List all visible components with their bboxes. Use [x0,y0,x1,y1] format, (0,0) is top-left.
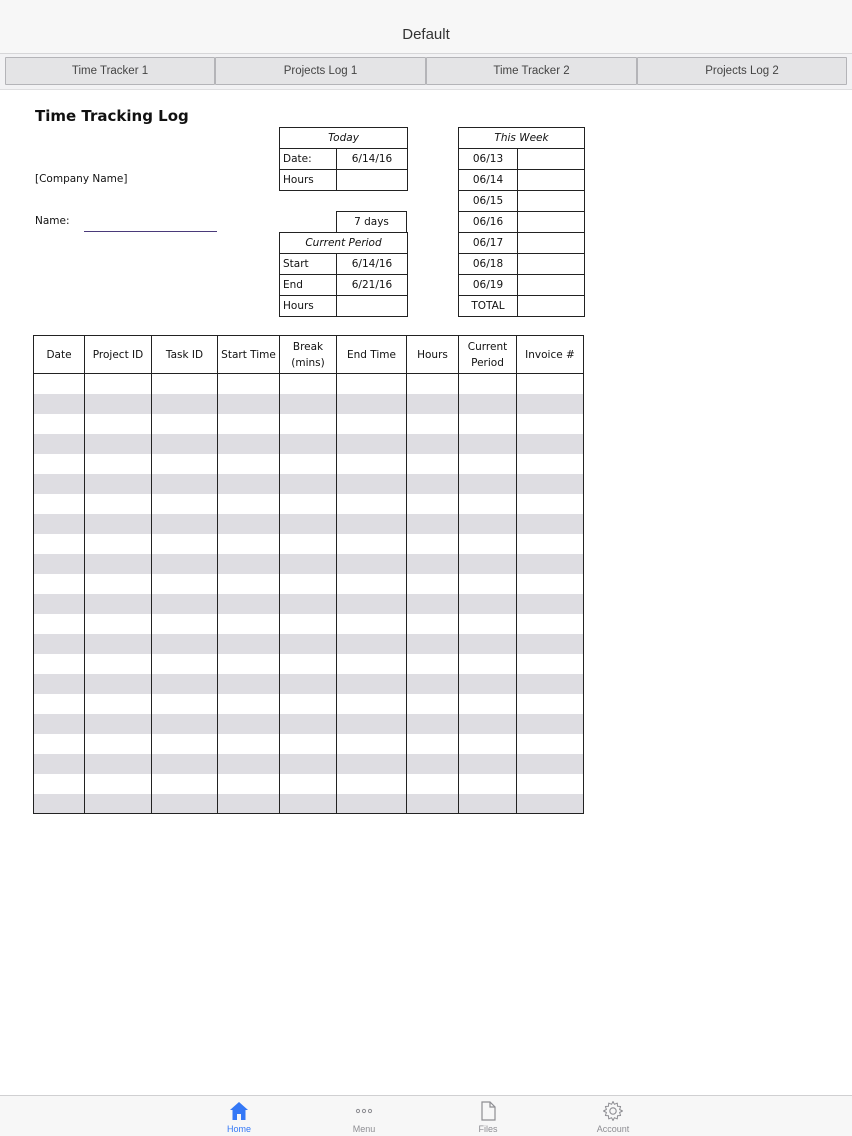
table-cell[interactable] [218,554,280,574]
table-cell[interactable] [280,374,337,394]
table-cell[interactable] [85,654,152,674]
table-cell[interactable] [85,454,152,474]
table-cell[interactable] [85,734,152,754]
table-cell[interactable] [337,594,407,614]
table-cell[interactable] [218,734,280,754]
column-header-task-id: Task ID [152,336,218,374]
today-date-label: Date: [280,149,337,170]
table-cell[interactable] [85,494,152,514]
table-row [34,634,584,654]
this-week-table [458,127,585,317]
gear-icon [602,1099,624,1123]
table-cell[interactable] [152,714,218,734]
table-row [34,734,584,754]
tab-time-tracker-2[interactable]: Time Tracker 2 [426,57,637,85]
table-cell[interactable] [407,434,459,454]
table-cell[interactable] [280,414,337,434]
table-cell[interactable] [34,394,85,414]
column-header-start-time: Start Time [218,336,280,374]
table-cell[interactable] [34,714,85,734]
table-cell[interactable] [218,654,280,674]
table-row [34,554,584,574]
table-cell[interactable] [34,654,85,674]
table-cell[interactable] [85,394,152,414]
table-cell[interactable] [34,774,85,794]
table-cell[interactable] [459,694,517,714]
table-row [34,714,584,734]
today-hours-label: Hours [280,170,337,191]
table-cell[interactable] [280,794,337,814]
table-cell[interactable] [85,754,152,774]
table-cell[interactable] [407,694,459,714]
column-header-end-time: End Time [337,336,407,374]
table-cell[interactable] [517,454,584,474]
table-cell[interactable] [407,414,459,434]
table-cell[interactable] [407,754,459,774]
table-cell[interactable] [280,654,337,674]
log-body [34,374,584,814]
table-cell[interactable] [152,394,218,414]
table-cell[interactable] [34,734,85,754]
week-day-hours[interactable] [518,212,585,233]
sheet-title: Time Tracking Log [35,107,189,125]
week-day-hours[interactable] [518,233,585,254]
table-cell[interactable] [407,514,459,534]
table-cell[interactable] [459,714,517,734]
table-cell[interactable] [337,734,407,754]
table-cell[interactable] [337,774,407,794]
table-cell[interactable] [152,614,218,634]
table-cell[interactable] [34,614,85,634]
table-cell[interactable] [152,754,218,774]
table-cell[interactable] [407,774,459,794]
table-row [34,474,584,494]
document-title: Default [402,26,450,43]
table-cell[interactable] [85,634,152,654]
table-cell[interactable] [517,634,584,654]
table-cell[interactable] [459,794,517,814]
table-row [34,534,584,554]
table-cell[interactable] [218,434,280,454]
period-end-value[interactable]: 6/21/16 [337,275,408,296]
table-cell[interactable] [337,714,407,734]
table-cell[interactable] [517,394,584,414]
table-cell[interactable] [459,374,517,394]
table-cell[interactable] [218,574,280,594]
table-cell[interactable] [218,774,280,794]
table-cell[interactable] [407,554,459,574]
table-cell[interactable] [459,454,517,474]
table-cell[interactable] [218,794,280,814]
table-cell[interactable] [459,774,517,794]
table-cell[interactable] [517,374,584,394]
table-cell[interactable] [280,734,337,754]
table-cell[interactable] [517,574,584,594]
week-day-hours[interactable] [518,149,585,170]
table-cell[interactable] [337,394,407,414]
column-header-project-id: Project ID [85,336,152,374]
table-cell[interactable] [85,514,152,534]
table-cell[interactable] [459,474,517,494]
navigation-bar [0,0,852,54]
table-cell[interactable] [407,394,459,414]
table-cell[interactable] [407,714,459,734]
table-cell[interactable] [34,374,85,394]
today-table [279,127,408,191]
table-cell[interactable] [152,554,218,574]
table-cell[interactable] [218,374,280,394]
week-total-label: TOTAL [459,296,518,317]
table-cell[interactable] [337,614,407,634]
week-day-hours[interactable] [518,170,585,191]
table-cell[interactable] [517,554,584,574]
table-cell[interactable] [337,514,407,534]
column-header-current-period: Current Period [459,336,517,374]
week-total-value[interactable] [518,296,585,317]
document-icon [477,1099,499,1123]
table-cell[interactable] [407,494,459,514]
table-cell[interactable] [218,534,280,554]
table-cell[interactable] [280,614,337,634]
table-cell[interactable] [218,714,280,734]
table-cell[interactable] [517,694,584,714]
week-day-label: 06/14 [459,170,518,191]
table-cell[interactable] [459,654,517,674]
table-cell[interactable] [85,534,152,554]
table-cell[interactable] [34,554,85,574]
table-cell[interactable] [218,394,280,414]
table-cell[interactable] [152,494,218,514]
table-cell[interactable] [34,794,85,814]
table-cell[interactable] [459,634,517,654]
table-row [34,414,584,434]
table-row [34,754,584,774]
table-cell[interactable] [280,394,337,414]
table-cell[interactable] [407,734,459,754]
table-cell[interactable] [218,634,280,654]
tabbar-menu[interactable] [319,1099,409,1135]
name-input-line[interactable] [84,231,217,232]
table-cell[interactable] [34,454,85,474]
table-cell[interactable] [337,554,407,574]
table-cell[interactable] [459,674,517,694]
table-cell[interactable] [218,514,280,534]
table-cell[interactable] [517,754,584,774]
tab-projects-log-1[interactable]: Projects Log 1 [215,57,426,85]
table-cell[interactable] [280,594,337,614]
table-cell[interactable] [407,374,459,394]
table-cell[interactable] [407,634,459,654]
table-cell[interactable] [459,614,517,634]
current-period-table [279,232,408,317]
table-cell[interactable] [459,594,517,614]
table-cell[interactable] [34,674,85,694]
today-date-value[interactable]: 6/14/16 [337,149,408,170]
table-row [34,794,584,814]
table-row [34,454,584,474]
tabbar-label: Menu [352,1124,376,1134]
week-day-label: 06/15 [459,191,518,212]
week-day-hours[interactable] [518,275,585,296]
table-cell[interactable] [517,474,584,494]
table-cell[interactable] [34,474,85,494]
table-cell[interactable] [517,674,584,694]
table-cell[interactable] [337,434,407,454]
table-cell[interactable] [517,774,584,794]
table-row [34,654,584,674]
table-cell[interactable] [517,534,584,554]
table-cell[interactable] [517,594,584,614]
table-cell[interactable] [85,614,152,634]
period-hours-label: Hours [280,296,337,317]
table-cell[interactable] [407,474,459,494]
table-cell[interactable] [85,414,152,434]
table-row [34,694,584,714]
table-row [34,434,584,454]
table-cell[interactable] [280,714,337,734]
table-cell[interactable] [280,554,337,574]
table-cell[interactable] [85,554,152,574]
week-day-hours[interactable] [518,191,585,212]
week-day-label: 06/13 [459,149,518,170]
home-icon [228,1099,250,1123]
table-cell[interactable] [407,614,459,634]
table-cell[interactable] [218,614,280,634]
table-cell[interactable] [517,614,584,634]
week-day-label: 06/17 [459,233,518,254]
log-header-row [34,336,584,374]
table-cell[interactable] [34,514,85,534]
table-cell[interactable] [34,534,85,554]
table-cell[interactable] [34,434,85,454]
table-cell[interactable] [34,594,85,614]
table-cell[interactable] [337,414,407,434]
table-row [34,614,584,634]
today-hours-value[interactable] [337,170,408,191]
table-cell[interactable] [152,534,218,554]
table-cell[interactable] [517,654,584,674]
table-cell[interactable] [34,414,85,434]
period-start-value[interactable]: 6/14/16 [337,254,408,275]
table-cell[interactable] [280,634,337,654]
tabbar-label: Files [478,1124,498,1134]
table-cell[interactable] [337,634,407,654]
table-cell[interactable] [152,734,218,754]
table-cell[interactable] [152,374,218,394]
company-name-cell[interactable]: [Company Name] [35,173,128,185]
table-row [34,494,584,514]
tabbar-home[interactable] [194,1099,284,1135]
week-day-label: 06/19 [459,275,518,296]
table-cell[interactable] [459,434,517,454]
column-header-hours: Hours [407,336,459,374]
table-cell[interactable] [280,694,337,714]
table-cell[interactable] [85,794,152,814]
table-cell[interactable] [459,414,517,434]
table-cell[interactable] [337,454,407,474]
table-row [34,514,584,534]
table-cell[interactable] [459,394,517,414]
table-cell[interactable] [152,434,218,454]
table-cell[interactable] [34,634,85,654]
tabbar-files[interactable] [443,1099,533,1135]
tabbar-account[interactable] [568,1099,658,1135]
table-cell[interactable] [218,754,280,774]
table-cell[interactable] [152,514,218,534]
table-cell[interactable] [152,694,218,714]
table-cell[interactable] [85,434,152,454]
period-end-label: End [280,275,337,296]
table-cell[interactable] [459,514,517,534]
table-cell[interactable] [34,574,85,594]
table-row [34,774,584,794]
time-log-table [33,335,584,814]
table-cell[interactable] [152,454,218,474]
more-icon [353,1099,375,1123]
table-cell[interactable] [517,434,584,454]
table-cell[interactable] [459,754,517,774]
table-cell[interactable] [280,774,337,794]
period-start-label: Start [280,254,337,275]
table-cell[interactable] [85,594,152,614]
table-cell[interactable] [407,674,459,694]
table-row [34,394,584,414]
table-row [34,594,584,614]
table-cell[interactable] [517,714,584,734]
table-cell[interactable] [280,454,337,474]
table-cell[interactable] [517,514,584,534]
table-cell[interactable] [280,474,337,494]
table-cell[interactable] [407,654,459,674]
table-cell[interactable] [34,694,85,714]
bottom-tab-bar [0,1095,852,1136]
table-cell[interactable] [218,474,280,494]
table-cell[interactable] [337,534,407,554]
table-cell[interactable] [34,754,85,774]
table-cell[interactable] [280,434,337,454]
table-cell[interactable] [459,574,517,594]
table-row [34,574,584,594]
table-cell[interactable] [85,374,152,394]
table-cell[interactable] [337,474,407,494]
table-cell[interactable] [280,494,337,514]
table-row [34,674,584,694]
table-cell[interactable] [407,794,459,814]
table-cell[interactable] [218,494,280,514]
table-cell[interactable] [337,494,407,514]
table-cell[interactable] [459,494,517,514]
table-cell[interactable] [152,774,218,794]
period-hours-value[interactable] [337,296,408,317]
week-day-hours[interactable] [518,254,585,275]
table-cell[interactable] [85,674,152,694]
table-cell[interactable] [407,574,459,594]
table-cell[interactable] [517,734,584,754]
table-cell[interactable] [218,594,280,614]
table-cell[interactable] [337,374,407,394]
table-cell[interactable] [407,594,459,614]
column-header-invoice: Invoice # [517,336,584,374]
tabbar-label: Home [226,1124,251,1134]
table-cell[interactable] [337,754,407,774]
week-day-label: 06/18 [459,254,518,275]
table-cell[interactable] [280,574,337,594]
table-cell[interactable] [152,654,218,674]
table-cell[interactable] [337,574,407,594]
column-header-date: Date [34,336,85,374]
table-cell[interactable] [152,474,218,494]
table-cell[interactable] [407,454,459,474]
table-cell[interactable] [85,714,152,734]
table-cell[interactable] [152,794,218,814]
table-cell[interactable] [337,794,407,814]
table-cell[interactable] [280,534,337,554]
tab-projects-log-2[interactable]: Projects Log 2 [637,57,847,85]
table-cell[interactable] [152,674,218,694]
tab-time-tracker-1[interactable]: Time Tracker 1 [5,57,215,85]
table-cell[interactable] [280,514,337,534]
table-cell[interactable] [85,574,152,594]
table-cell[interactable] [218,694,280,714]
table-cell[interactable] [218,674,280,694]
table-cell[interactable] [517,494,584,514]
table-cell[interactable] [218,454,280,474]
table-cell[interactable] [459,534,517,554]
table-cell[interactable] [152,414,218,434]
sheet-tabs [0,54,852,90]
name-label: Name: [35,215,70,227]
table-cell[interactable] [337,654,407,674]
period-header: Current Period [280,233,408,254]
table-cell[interactable] [517,794,584,814]
table-cell[interactable] [459,734,517,754]
table-cell[interactable] [152,634,218,654]
table-cell[interactable] [407,534,459,554]
table-cell[interactable] [152,574,218,594]
table-cell[interactable] [85,474,152,494]
period-length-cell[interactable]: 7 days [336,211,407,232]
table-cell[interactable] [337,694,407,714]
table-cell[interactable] [34,494,85,514]
table-cell[interactable] [459,554,517,574]
table-cell[interactable] [152,594,218,614]
column-header-break: Break (mins) [280,336,337,374]
today-header: Today [280,128,408,149]
spreadsheet[interactable] [0,90,852,1095]
table-cell[interactable] [218,414,280,434]
week-day-label: 06/16 [459,212,518,233]
table-cell[interactable] [337,674,407,694]
tabbar-label: Account [596,1124,630,1134]
table-cell[interactable] [85,694,152,714]
week-header: This Week [459,128,585,149]
table-row [34,374,584,394]
table-cell[interactable] [85,774,152,794]
table-cell[interactable] [280,754,337,774]
table-cell[interactable] [280,674,337,694]
table-cell[interactable] [517,414,584,434]
